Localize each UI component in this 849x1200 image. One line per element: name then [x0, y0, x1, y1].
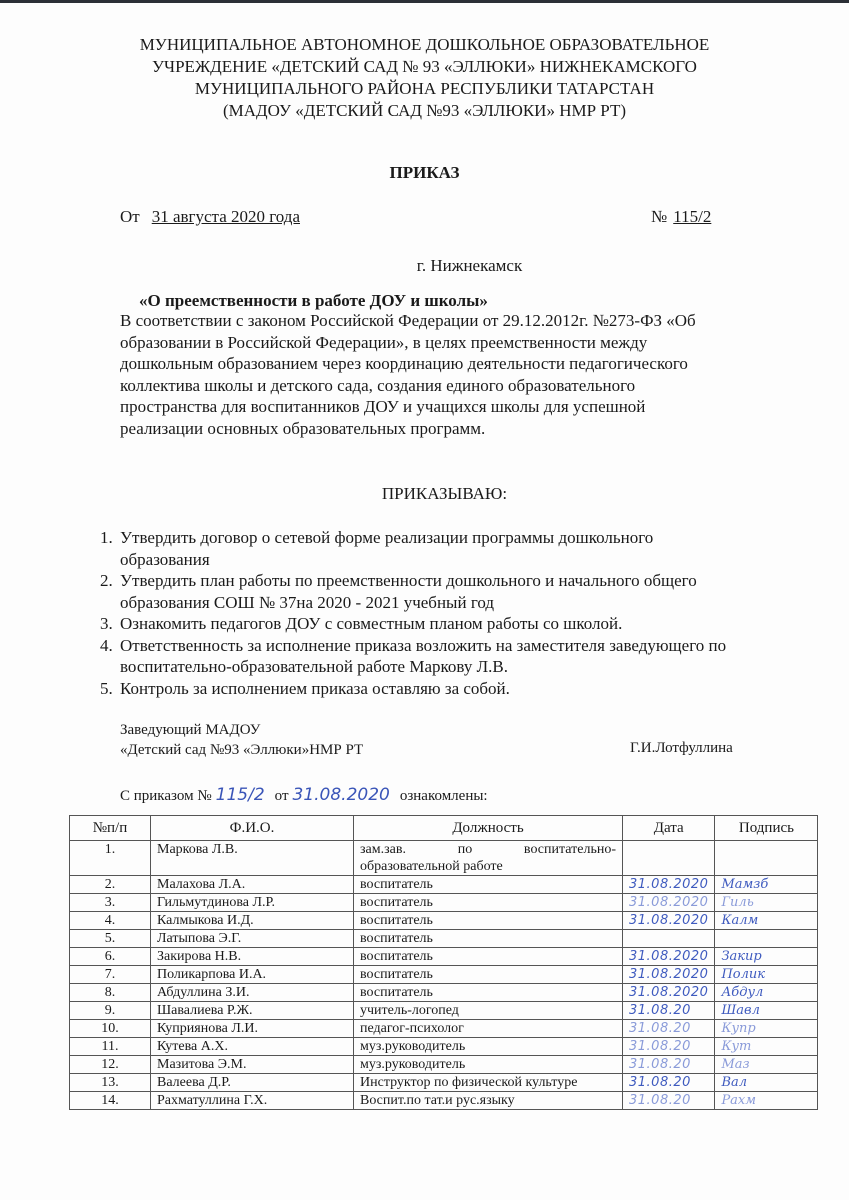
row-number: 3. — [70, 894, 151, 912]
order-item-text: образования СОШ № 37на 2020 - 2021 учебный год — [120, 592, 495, 612]
row-date — [623, 1038, 715, 1056]
signer-position-line: «Детский сад №93 «Эллюки»НМР РТ — [120, 742, 364, 758]
handwritten-signature: Рахм — [721, 1093, 757, 1108]
table-row — [70, 1020, 818, 1038]
handwritten-signature: Купр — [721, 1021, 756, 1036]
order-item-text: Утвердить план работы по преемственности дошкольного и начального общего — [120, 571, 697, 590]
handwritten-signature: Кут — [721, 1039, 752, 1054]
handwritten-signature: Гиль — [721, 895, 754, 910]
row-name: Малахова Л.А. — [151, 876, 354, 894]
scan-edge — [0, 0, 849, 3]
row-signature — [715, 1020, 818, 1038]
row-name: Мазитова Э.М. — [151, 1056, 354, 1074]
order-subject: «О преемственности в работе ДОУ и школы» — [139, 291, 488, 310]
row-signature — [715, 1056, 818, 1074]
order-item — [100, 678, 820, 700]
row-signature — [715, 1002, 818, 1020]
row-name: Рахматуллина Г.Х. — [151, 1092, 354, 1110]
row-date — [623, 1056, 715, 1074]
row-position: муз.руководитель — [354, 1038, 623, 1056]
number-label: № — [651, 207, 668, 226]
handwritten-date: 31.08.20 — [629, 1021, 691, 1036]
row-name: Гильмутдинова Л.Р. — [151, 894, 354, 912]
signer-position — [120, 720, 363, 760]
order-item — [100, 613, 820, 635]
order-item-number: 2. — [100, 571, 113, 590]
order-item — [100, 527, 820, 570]
row-signature — [715, 930, 818, 948]
signer-name: Г.И.Лотфуллина — [630, 740, 733, 756]
header-line: УЧРЕЖДЕНИЕ «ДЕТСКИЙ САД № 93 «ЭЛЛЮКИ» НИЖНЕКАМСКОГО — [152, 57, 697, 76]
order-item-text: воспитательно-образовательной работе Маркову Л.В. — [120, 657, 508, 676]
row-name: Поликарпова И.А. — [151, 966, 354, 984]
column-header-number: №п/п — [70, 816, 151, 841]
row-position: воспитатель — [354, 930, 623, 948]
row-number: 10. — [70, 1020, 151, 1038]
handwritten-signature: Калм — [721, 913, 759, 928]
row-signature — [715, 1074, 818, 1092]
row-position: педагог-психолог — [354, 1020, 623, 1038]
handwritten-date: 31.08.20 — [629, 1093, 691, 1108]
table-row — [70, 1038, 818, 1056]
table-header-row — [70, 816, 818, 841]
row-name: Куприянова Л.И. — [151, 1020, 354, 1038]
row-date — [623, 1092, 715, 1110]
preamble-line: В соответствии с законом Российской Федерации от 29.12.2012г. №273-ФЗ «Об — [120, 311, 696, 330]
row-position: муз.руководитель — [354, 1056, 623, 1074]
row-number: 9. — [70, 1002, 151, 1020]
row-position-line: образовательной работе — [360, 859, 503, 874]
row-signature — [715, 841, 818, 876]
row-number: 11. — [70, 1038, 151, 1056]
table-row — [70, 1092, 818, 1110]
table-row — [70, 966, 818, 984]
row-position: воспитатель — [354, 876, 623, 894]
order-item — [100, 635, 820, 678]
row-number: 13. — [70, 1074, 151, 1092]
order-item — [100, 570, 820, 613]
document-title: ПРИКАЗ — [389, 163, 460, 182]
row-signature — [715, 876, 818, 894]
preamble-line: образовании в Российской Федерации», в целях преемственности между — [120, 332, 648, 352]
row-name: Валеева Д.Р. — [151, 1074, 354, 1092]
order-item-number: 5. — [100, 678, 113, 698]
ack-prefix: С приказом № — [120, 788, 212, 804]
row-date — [623, 876, 715, 894]
row-date — [623, 841, 715, 876]
column-header-name: Ф.И.О. — [151, 816, 354, 841]
header-line: МУНИЦИПАЛЬНОЕ АВТОНОМНОЕ ДОШКОЛЬНОЕ ОБРАЗОВАТЕЛЬНОЕ — [139, 35, 710, 54]
handwritten-signature: Вал — [721, 1075, 748, 1090]
handwritten-date: 31.08.20 — [629, 1057, 691, 1072]
row-number: 1. — [70, 841, 151, 876]
handwritten-signature: Полик — [721, 967, 766, 982]
table-row — [70, 1074, 818, 1092]
table-row — [70, 930, 818, 948]
handwritten-date: 31.08.2020 — [629, 895, 709, 910]
row-signature — [715, 1038, 818, 1056]
column-header-position: Должность — [354, 816, 623, 841]
handwritten-date: 31.08.2020 — [629, 967, 709, 982]
handwritten-date: 31.08.20 — [629, 1003, 691, 1018]
table-row — [70, 912, 818, 930]
row-date — [623, 1002, 715, 1020]
number-value: 115/2 — [673, 207, 712, 226]
row-name: Закирова Н.В. — [151, 948, 354, 966]
row-number: 4. — [70, 912, 151, 930]
row-position — [354, 841, 623, 876]
handwritten-date: 31.08.20 — [629, 1039, 691, 1054]
ack-suffix: ознакомлены: — [399, 788, 488, 804]
preamble-line: дошкольным образованием через координацию деятельности педагогического — [120, 354, 688, 373]
row-date — [623, 930, 715, 948]
column-header-signature: Подпись — [715, 816, 818, 841]
handwritten-signature: Мамзб — [721, 877, 769, 892]
order-item-text: Утвердить договор о сетевой форме реализации программы дошкольного — [120, 528, 654, 547]
table-row — [70, 876, 818, 894]
row-number: 8. — [70, 984, 151, 1002]
row-date — [623, 1074, 715, 1092]
date-value: 31 августа 2020 года — [151, 207, 300, 226]
row-position: Воспит.по тат.и рус.языку — [354, 1092, 623, 1110]
handwritten-date: 31.08.2020 — [629, 877, 709, 892]
row-name: Кутева А.Х. — [151, 1038, 354, 1056]
handwritten-signature: Шавл — [721, 1003, 760, 1018]
handwritten-signature: Закир — [721, 949, 762, 964]
row-date — [623, 948, 715, 966]
order-item-text: образования — [120, 549, 210, 569]
city: г. Нижнекамск — [416, 256, 523, 275]
table-row — [70, 894, 818, 912]
table-row — [70, 1002, 818, 1020]
preamble — [120, 310, 760, 439]
row-date — [623, 1020, 715, 1038]
row-signature — [715, 1092, 818, 1110]
handwritten-signature: Абдул — [721, 985, 764, 1000]
row-date — [623, 894, 715, 912]
row-position: воспитатель — [354, 948, 623, 966]
row-signature — [715, 912, 818, 930]
header-line: (МАДОУ «ДЕТСКИЙ САД №93 «ЭЛЛЮКИ» НМР РТ) — [222, 101, 627, 120]
row-name: Калмыкова И.Д. — [151, 912, 354, 930]
acknowledgement-line — [120, 785, 488, 805]
header-line: МУНИЦИПАЛЬНОГО РАЙОНА РЕСПУБЛИКИ ТАТАРСТАН — [194, 79, 655, 98]
row-date — [623, 912, 715, 930]
organization-header — [0, 34, 849, 122]
order-word: ПРИКАЗЫВАЮ: — [381, 484, 508, 503]
order-date — [120, 207, 300, 227]
row-position-line: зам.зав. по воспитательно- — [360, 842, 616, 857]
handwritten-date: 31.08.2020 — [629, 985, 709, 1000]
preamble-line: коллектива школы и детского сада, создания единого образовательного — [120, 375, 636, 395]
row-number: 5. — [70, 930, 151, 948]
handwritten-signature: Маз — [721, 1057, 750, 1072]
order-item-text: Ответственность за исполнение приказа возложить на заместителя заведующего по — [120, 635, 727, 655]
row-number: 6. — [70, 948, 151, 966]
ack-number-handwritten: 115/2 — [215, 785, 265, 805]
row-number: 2. — [70, 876, 151, 894]
row-position: воспитатель — [354, 966, 623, 984]
row-name: Маркова Л.В. — [151, 841, 354, 876]
preamble-line: пространства для воспитанников ДОУ и учащихся школы для успешной — [120, 397, 646, 416]
row-position: воспитатель — [354, 912, 623, 930]
handwritten-date: 31.08.2020 — [629, 949, 709, 964]
order-item-number: 1. — [100, 528, 113, 547]
row-date — [623, 984, 715, 1002]
row-signature — [715, 984, 818, 1002]
order-number — [651, 207, 711, 227]
handwritten-date: 31.08.20 — [629, 1075, 691, 1090]
signer-position-line: Заведующий МАДОУ — [120, 722, 261, 738]
row-name: Абдуллина З.И. — [151, 984, 354, 1002]
row-position: Инструктор по физической культуре — [354, 1074, 623, 1092]
row-number: 12. — [70, 1056, 151, 1074]
row-signature — [715, 948, 818, 966]
row-position: учитель-логопед — [354, 1002, 623, 1020]
row-date — [623, 966, 715, 984]
column-header-date: Дата — [623, 816, 715, 841]
table-row — [70, 1056, 818, 1074]
order-item-text: Контроль за исполнением приказа оставляю за собой. — [120, 678, 510, 698]
row-signature — [715, 966, 818, 984]
ack-date-handwritten: 31.08.2020 — [292, 785, 390, 805]
row-name: Шавалиева Р.Ж. — [151, 1002, 354, 1020]
row-position: воспитатель — [354, 984, 623, 1002]
row-signature — [715, 894, 818, 912]
table-row — [70, 948, 818, 966]
ack-from: от — [274, 788, 289, 804]
order-item-number: 3. — [100, 614, 113, 633]
orders-list — [100, 527, 820, 699]
row-position: воспитатель — [354, 894, 623, 912]
table-row — [70, 841, 818, 876]
preamble-line: реализации основных образовательных программ. — [120, 418, 486, 438]
row-name: Латыпова Э.Г. — [151, 930, 354, 948]
order-item-text: Ознакомить педагогов ДОУ с совместным планом работы со школой. — [120, 614, 623, 633]
handwritten-date: 31.08.2020 — [629, 913, 709, 928]
table-row — [70, 984, 818, 1002]
order-item-number: 4. — [100, 635, 113, 655]
row-number: 7. — [70, 966, 151, 984]
row-number: 14. — [70, 1092, 151, 1110]
acknowledgement-table — [69, 815, 818, 1110]
from-label: От — [120, 207, 140, 226]
